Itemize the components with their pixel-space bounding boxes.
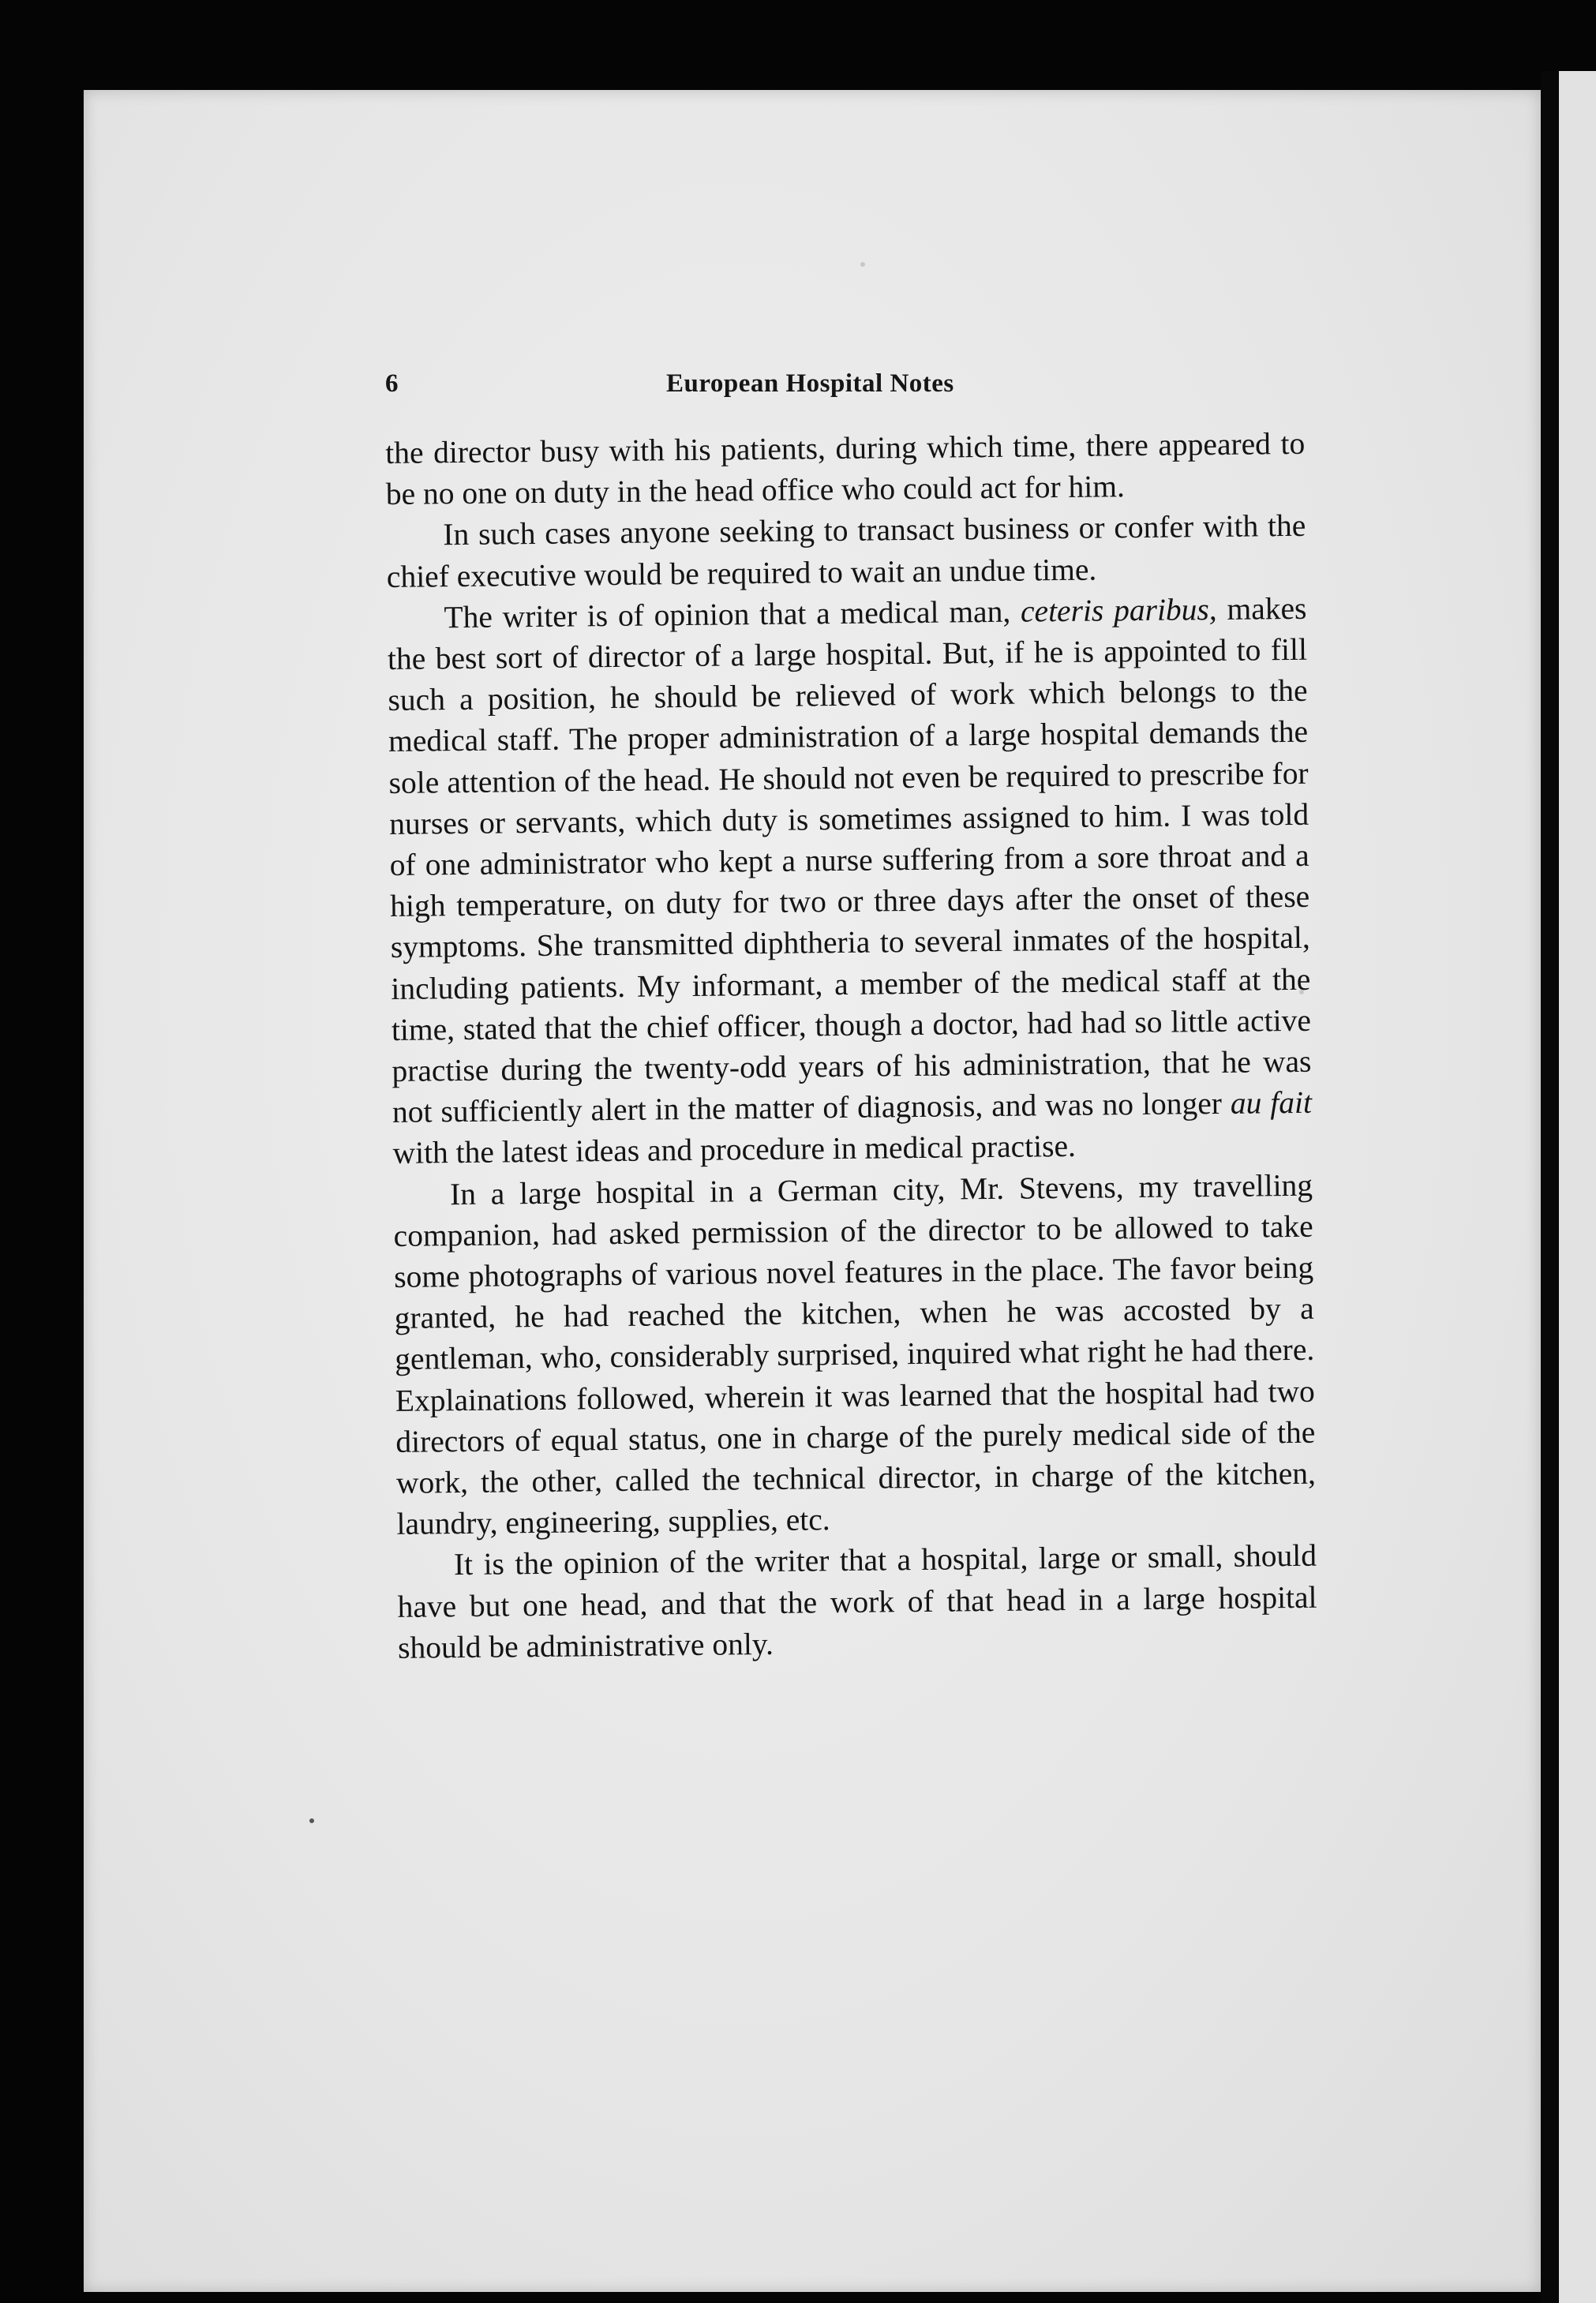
paper-speck	[309, 1818, 314, 1823]
paragraph	[386, 505, 1306, 597]
paragraph	[393, 1164, 1317, 1545]
running-title: European Hospital Notes	[666, 369, 954, 398]
book-gutter	[1541, 71, 1559, 2303]
italic-phrase: au fait	[1230, 1085, 1313, 1122]
text-run: The writer is of opinion that a medical man,	[444, 594, 1021, 635]
text-run: with the latest ideas and procedure in medical practise.	[392, 1129, 1077, 1171]
body-text	[385, 423, 1317, 1668]
text-run: It is the opinion of the writer that a hospital, large or small, should have but one head, and that the work of that head in a large hospital should be administrative only.	[397, 1538, 1317, 1665]
paper-speck	[860, 262, 865, 267]
paragraph	[387, 588, 1313, 1174]
text-run: makes the best sort of director of a large hospital. But, if he is appointed to fill such a position, he should be relieved of work which belongs to the medical staff. The proper administration of a large hospital demands the sole attention of the head. He should not even be required to prescribe for nurses or servants, which duty is sometimes assigned to him. I was told of one administrator who kept a nurse suffering from a sore throat and a high temperature, on duty for two or three days after the onset of these symptoms. She transmitted diphtheria to several inmates of the hospital, including patients. My informant, a member of the medical staff at the time, stated that the chief officer, though a doctor, had had so little active practise during the twenty-odd years of his administration, that he was not sufficiently alert in the matter of diagnosis, and was no longer	[387, 590, 1312, 1130]
facing-page-edge	[1559, 71, 1596, 2303]
text-run: In such cases anyone seeking to transact business or confer with the chief executive would be required to wait an undue time.	[386, 508, 1306, 594]
paragraph	[397, 1535, 1318, 1668]
page-header	[385, 369, 1285, 409]
text-run: the director busy with his patients, during which time, there appeared to be no one on duty in the head office who could act for him.	[385, 425, 1306, 512]
paragraph	[385, 423, 1306, 515]
italic-phrase: ceteris paribus,	[1020, 591, 1217, 629]
text-run: In a large hospital in a German city, Mr. Stevens, my travelling companion, had asked permission of the director to be allowed to take some photographs of various novel features in the place. The favor being granted, he had reached the kitchen, when he was accosted by a gentleman, who, considerably surprised, inquired what right he had there. Explainations followed, wherein it was learned that the hospital had two directors of equal status, one in charge of the purely medical side of the work, the other, called the technical director, in charge of the kitchen, laundry, engineering, supplies, etc.	[393, 1167, 1317, 1542]
page-number: 6	[385, 369, 399, 398]
